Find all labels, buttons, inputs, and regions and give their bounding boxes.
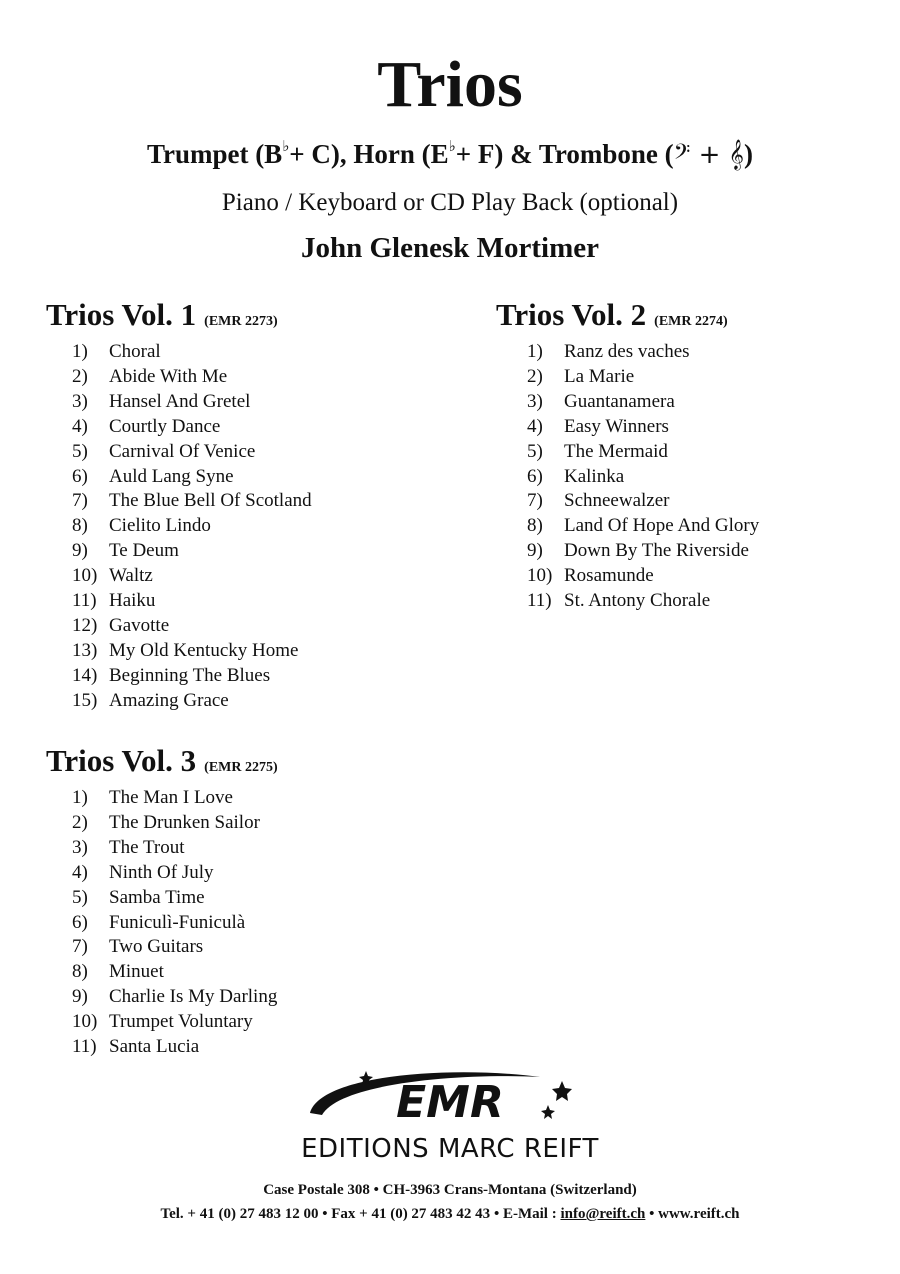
track-number: 4) [72, 415, 88, 437]
track-number: 8) [72, 961, 88, 983]
track-title: La Marie [564, 365, 635, 387]
catalog-code: (EMR 2274) [654, 314, 728, 329]
track-item [527, 564, 759, 589]
track-number: 9) [72, 986, 88, 1008]
publisher-contact [0, 1207, 900, 1222]
track-item [72, 935, 277, 960]
track-title: Schneewalzer [564, 490, 670, 512]
track-title: Down By The Riverside [564, 540, 749, 562]
track-title: Ranz des vaches [564, 341, 690, 362]
track-item [72, 589, 312, 614]
track-number: 3) [72, 390, 88, 412]
instrumentation-note: Piano / Keyboard or CD Play Back (optional) [221, 189, 679, 216]
subtitle-trombone: + F) & Trombone ( [455, 139, 674, 169]
track-number: 2) [72, 365, 88, 387]
track-number: 7) [72, 936, 88, 958]
track-item [72, 415, 312, 440]
track-number: 7) [72, 490, 88, 512]
track-item [527, 340, 759, 365]
track-title: Courtly Dance [109, 415, 221, 437]
subtitle-close: ) [744, 139, 754, 169]
email-label: E-Mail : [502, 1206, 557, 1222]
track-title: The Trout [109, 836, 185, 858]
track-number: 1) [72, 341, 88, 362]
track-item [527, 415, 759, 440]
catalog-code: (EMR 2275) [204, 760, 278, 775]
track-number: 12) [72, 614, 98, 636]
track-number: 4) [527, 415, 543, 437]
track-item [72, 911, 277, 936]
track-item [72, 786, 277, 811]
track-title: Amazing Grace [109, 689, 229, 711]
track-title: Carnival Of Venice [109, 440, 256, 462]
track-title: Charlie Is My Darling [109, 986, 278, 1008]
track-title: Guantanamera [564, 390, 675, 412]
separator-dot: • [322, 1206, 328, 1222]
star-icon [552, 1081, 572, 1101]
track-item [72, 886, 277, 911]
track-item [72, 1035, 277, 1060]
track-title: Cielito Lindo [109, 515, 211, 537]
track-item [72, 465, 312, 490]
track-number: 4) [72, 861, 88, 883]
track-number: 10) [527, 565, 553, 587]
track-number: 11) [527, 590, 552, 612]
track-number: 6) [72, 465, 88, 487]
track-item [72, 836, 277, 861]
instrument-subtitle [0, 140, 900, 168]
email-link[interactable]: info@reift.ch [560, 1206, 646, 1222]
phone-number: Tel. + 41 (0) 27 483 12 00 [160, 1206, 319, 1222]
separator-dot: • [493, 1206, 500, 1222]
track-number: 6) [72, 911, 88, 933]
track-number: 7) [527, 490, 543, 512]
track-number: 10) [72, 1011, 98, 1033]
track-item [72, 960, 277, 985]
track-item [72, 340, 312, 365]
track-title: Waltz [109, 565, 153, 587]
track-item [72, 489, 312, 514]
track-item [72, 539, 312, 564]
track-item [72, 564, 312, 589]
subtitle-trumpet: Trumpet (B [146, 139, 283, 169]
track-number: 3) [527, 390, 543, 412]
track-item [527, 465, 759, 490]
volume-2-track-list [527, 340, 759, 614]
track-number: 11) [72, 590, 97, 612]
track-number: 2) [527, 365, 543, 387]
track-title: Easy Winners [564, 415, 669, 437]
track-number: 9) [72, 540, 88, 562]
track-title: Trumpet Voluntary [109, 1011, 253, 1033]
track-title: Choral [109, 341, 161, 362]
track-number: 1) [527, 341, 543, 362]
track-title: Minuet [109, 961, 164, 983]
track-item [527, 589, 759, 614]
track-title: Two Guitars [109, 936, 204, 958]
track-number: 5) [527, 440, 543, 462]
track-title: Auld Lang Syne [109, 465, 234, 487]
track-number: 9) [527, 540, 543, 562]
volume-title: Trios Vol. 1 [46, 297, 197, 332]
track-item [72, 614, 312, 639]
logo-mark: EMR [396, 1077, 504, 1128]
track-item [527, 365, 759, 390]
track-item [72, 440, 312, 465]
track-title: Beginning The Blues [109, 664, 271, 686]
track-item [72, 639, 312, 664]
track-item [72, 1010, 277, 1035]
track-item [72, 811, 277, 836]
track-item [72, 514, 312, 539]
track-item [527, 440, 759, 465]
website-link[interactable]: www.reift.ch [658, 1206, 740, 1222]
track-title: The Drunken Sailor [109, 811, 260, 833]
volume-1-heading [46, 299, 278, 330]
volume-3-heading [46, 745, 278, 776]
track-title: St. Antony Chorale [564, 590, 711, 612]
volume-title: Trios Vol. 2 [496, 297, 647, 332]
track-title: Haiku [109, 590, 156, 612]
publisher-name: EDITIONS MARC REIFT [301, 1134, 599, 1164]
track-number: 14) [72, 664, 98, 686]
track-title: Gavotte [109, 614, 170, 636]
track-title: My Old Kentucky Home [109, 639, 299, 661]
volume-3-track-list [72, 786, 277, 1060]
track-title: Abide With Me [109, 365, 228, 387]
track-number: 5) [72, 886, 88, 908]
track-number: 2) [72, 811, 88, 833]
track-number: 5) [72, 440, 88, 462]
separator-dot: • [649, 1206, 655, 1222]
fax-number: Fax + 41 (0) 27 483 42 43 [331, 1206, 491, 1222]
volume-2-heading [496, 299, 728, 330]
track-title: Santa Lucia [109, 1036, 200, 1058]
track-title: Rosamunde [564, 565, 654, 587]
catalog-code: (EMR 2273) [204, 314, 278, 329]
track-number: 10) [72, 565, 98, 587]
track-number: 3) [72, 836, 88, 858]
track-item [72, 390, 312, 415]
track-title: The Blue Bell Of Scotland [109, 490, 312, 512]
track-item [72, 689, 312, 714]
track-title: Ninth Of July [109, 861, 214, 883]
flat-sign: ♭ [282, 139, 290, 155]
track-item [527, 514, 759, 539]
track-title: Funiculì-Funiculà [109, 911, 246, 933]
track-number: 8) [527, 515, 543, 537]
track-item [72, 985, 277, 1010]
track-item [72, 861, 277, 886]
flat-sign: ♭ [448, 139, 456, 155]
star-icon [541, 1105, 555, 1119]
track-number: 15) [72, 689, 98, 711]
track-title: Samba Time [109, 886, 205, 908]
track-item [527, 390, 759, 415]
emr-logo [300, 1065, 600, 1135]
track-number: 1) [72, 787, 88, 808]
volume-1-track-list [72, 340, 312, 714]
track-item [72, 365, 312, 390]
subtitle-horn: + C), Horn (E [289, 139, 449, 169]
page-title: Trios [377, 48, 523, 121]
track-number: 13) [72, 639, 98, 661]
track-item [527, 539, 759, 564]
track-number: 11) [72, 1036, 97, 1058]
volume-title: Trios Vol. 3 [46, 743, 197, 778]
track-title: Kalinka [564, 465, 625, 487]
composer-name: John Glenesk Mortimer [300, 232, 599, 264]
track-number: 6) [527, 465, 543, 487]
clef-icons: 𝄢 + 𝄞 [673, 140, 745, 170]
track-title: The Mermaid [564, 440, 668, 462]
track-item [72, 664, 312, 689]
track-title: Hansel And Gretel [109, 390, 251, 412]
track-item [527, 489, 759, 514]
publisher-address: Case Postale 308 • CH-3963 Crans-Montana (Switzerland) [263, 1182, 637, 1198]
track-title: The Man I Love [109, 787, 233, 808]
track-title: Land Of Hope And Glory [564, 515, 760, 537]
track-number: 8) [72, 515, 88, 537]
track-title: Te Deum [109, 540, 179, 562]
